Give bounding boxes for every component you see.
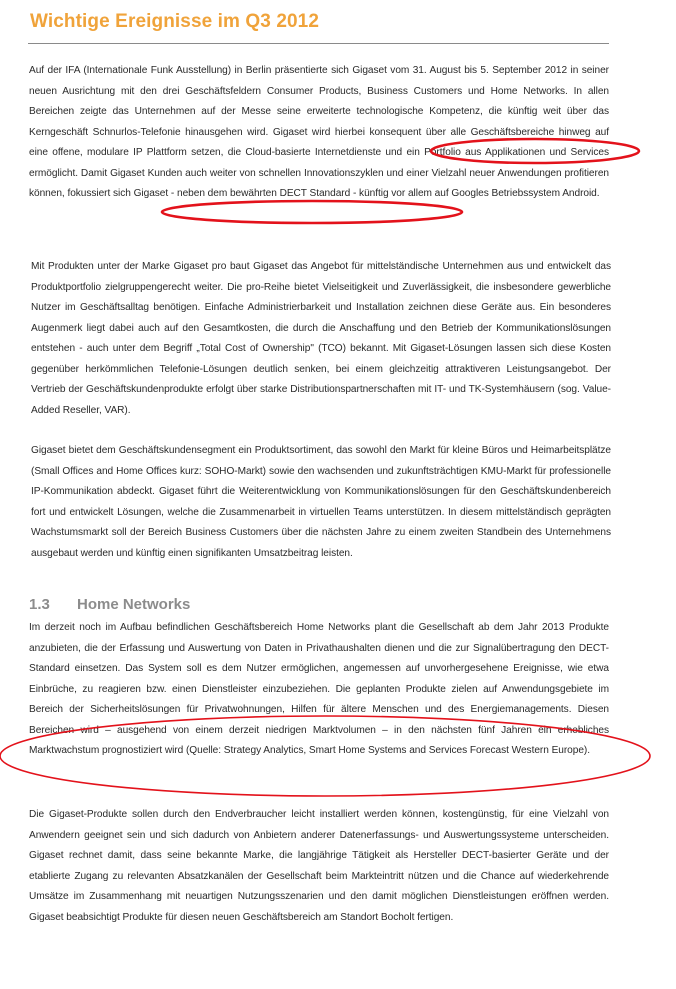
section-heading [29, 596, 190, 613]
paragraph-gigaset-products: Die Gigaset-Produkte sollen durch den Endverbraucher leicht installiert werden können, kostengünstig, für eine Vielzahl von Anwendern geeignet sein und sich dadurch von Anbietern anderer Datenerfassungs- und Auswertungssysteme unterscheiden. Gigaset rechnet damit, dass seine bekannte Marke, die langjährige Tätigkeit als Hersteller DECT-basierter Geräte und der etablierte Zugang zu relevanten Absatzkanälen der Gesellschaft beim Markteintritt nützen und die Chance auf wiederkehrende Umsätze im Zusammenhang mit neuartigen Nutzungsszenarien und den damit möglichen Dienstleistungen eröffnen werden. Gigaset beabsichtigt Produkte für diesen neuen Geschäftsbereich am Standort Bocholt fertigen. [29, 809, 609, 923]
title-divider [28, 43, 609, 44]
paragraph-business-segment: Gigaset bietet dem Geschäftskundensegment ein Produktsortiment, das sowohl den Markt für kleine Büros und Heimarbeitsplätze (Small Offices and Home Offices kurz: SOHO-Markt) sowie den wachsenden und zukunftsträchtigen KMU-Markt für professionelle IP-Kommunikation abdeckt. Gigaset führt die Weiterentwicklung von Kommunikationslösungen für den Geschäftskundenbereich fort und entwickelt Lösungen, welche die Zusammenarbeit in virtuellen Teams unterstützen. In diesem mittelständisch geprägten Wachstumsmarkt soll der Bereich Business Customers über die nächsten Jahre zu einem zweiten Standbein des Unternehmens ausgebaut werden und künftig einen signifikanten Umsatzbeitrag leisten. [31, 445, 611, 559]
page-title: Wichtige Ereignisse im Q3 2012 [30, 11, 320, 32]
paragraph-gigaset-pro: Mit Produkten unter der Marke Gigaset pro baut Gigaset das Angebot für mittelständische Unternehmen aus und entwickelt das Produktportfolio zielgruppengerecht weiter. Die pro-Reihe bietet Vielseitigkeit und Zuverlässigkeit, die insbesondere gewerbliche Nutzer im Geschäftsalltag benötigen. Einfache Administrierbarkeit und Installation zeichnen diese Geräte aus. Ein besonderes Augenmerk liegt dabei auch auf den Gesamtkosten, die durch die Anschaffung und den Betrieb der Kommunikationslösungen entstehen - auch unter dem Begriff „Total Cost of Ownership" (TCO) bekannt. Mit Gigaset-Lösungen lassen sich diese Kosten gegenüber herkömmlichen Telefonie-Lösungen deutlich senken, bei einem gleichzeitig attraktiveren Leistungsangebot. Der Vertrieb der Geschäftskundenprodukte erfolgt über starke Distributionspartnerschaften mit IT- und TK-Systemhäusern (sog. Value-Added Reseller, VAR). [31, 261, 611, 416]
section-title: Home Networks [77, 596, 191, 613]
paragraph-home-networks: Im derzeit noch im Aufbau befindlichen Geschäftsbereich Home Networks plant die Gesellschaft ab dem Jahr 2013 Produkte anzubieten, die der Erfassung und Auswertung von Daten in Privathaushalten dienen und die zur Signalübertragung den DECT-Standard einsetzen. Das System soll es dem Nutzer ermöglichen, angemessen auf unvorhergesehene Ereignisse, wie etwa Einbrüche, zu reagieren bzw. einen Dienstleister einzubeziehen. Die geplanten Produkte zielen auf Anwendungsgebiete im Bereich der Sicherheitslösungen für Privatwohnungen, Hilfen für ältere Menschen und des Energiemanagements. Diesen Bereichen wird – ausgehend von einem derzeit niedrigen Marktvolumen – in den nächsten fünf Jahren ein erhebliches Marktwachstum prognostiziert wird (Quelle: Strategy Analytics, Smart Home Systems and Services Forecast Western Europe). [29, 622, 609, 756]
section-number: 1.3 [29, 596, 50, 613]
paragraph-ifa: Auf der IFA (Internationale Funk Ausstellung) in Berlin präsentierte sich Gigaset vom 31. August bis 5. September 2012 in seiner neuen Ausrichtung mit den drei Geschäftsfeldern Consumer Products, Business Customers und Home Networks. In allen Bereichen zeigte das Unternehmen auf der Messe seine erweiterte technologische Kompetenz, die künftig weit über das Kerngeschäft Schnurlos-Telefonie hinausgehen wird. Gigaset wird hierbei konsequent über alle Geschäftsbereiche hinweg auf eine offene, modulare IP Plattform setzen, die Cloud-basierte Internetdienste und ein Portfolio aus Applikationen und Services ermöglicht. Damit Gigaset Kunden auch weiter von schnellen Innovationszyklen und einer Vielzahl neuer Anwendungen profitieren können, fokussiert sich Gigaset - neben dem bewährten DECT Standard - künftig vor allem auf Googles Betriebssystem Android. [29, 65, 609, 199]
